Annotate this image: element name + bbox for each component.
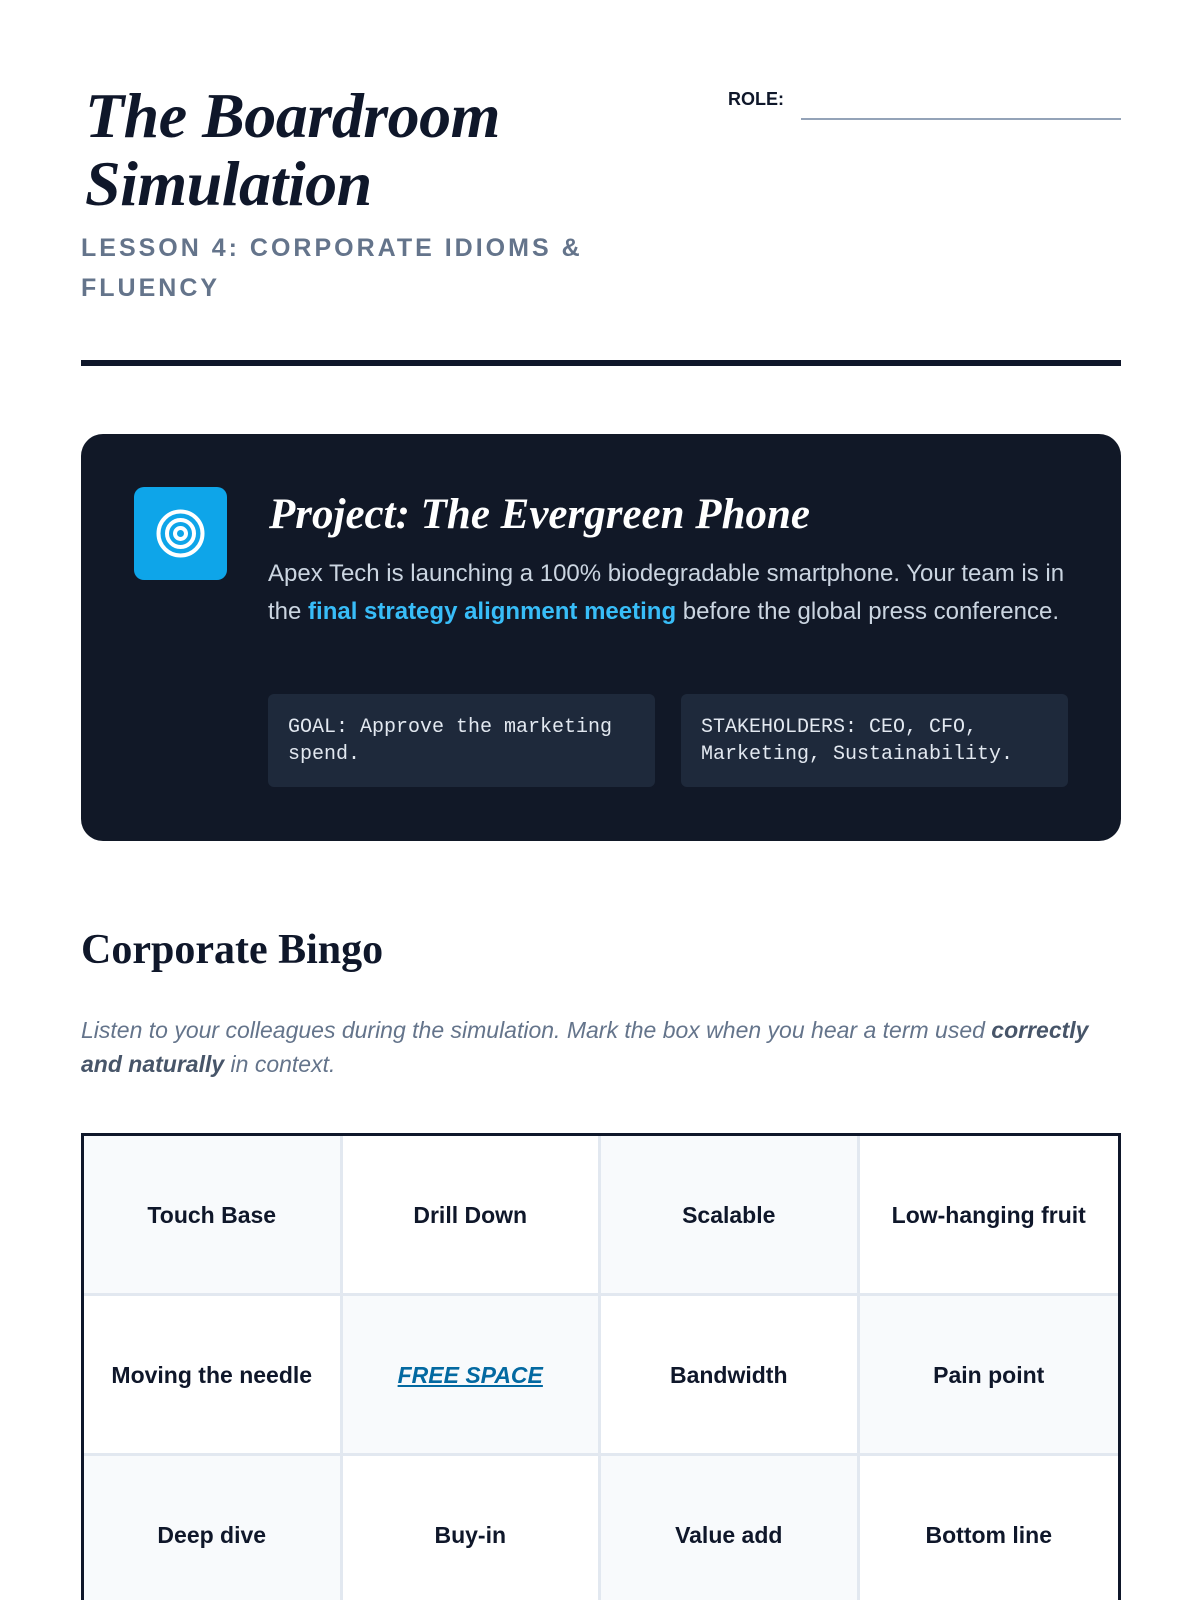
worksheet-page <box>81 0 1121 1548</box>
target-icon-graphic <box>155 508 206 559</box>
free-space-label: FREE SPACE <box>397 1361 543 1388</box>
project-desc-highlight: final strategy alignment meeting <box>308 598 677 625</box>
bingo-cell[interactable] <box>860 1296 1119 1456</box>
bingo-cell-label: Pain point <box>933 1361 1045 1388</box>
target-icon <box>134 487 227 580</box>
bingo-free-space-cell[interactable] <box>343 1296 602 1456</box>
bingo-instructions <box>81 1013 1121 1081</box>
role-field <box>728 88 1121 122</box>
bingo-cell-label: Drill Down <box>413 1201 528 1228</box>
bingo-instr-text: Listen to your colleagues during the simulation. Mark the box when you hear a term used <box>81 1017 992 1043</box>
bingo-cell[interactable] <box>860 1136 1119 1296</box>
bingo-title: Corporate Bingo <box>81 927 384 973</box>
bingo-cell[interactable] <box>601 1296 860 1456</box>
bingo-cell-label: Scalable <box>682 1201 776 1228</box>
bingo-cell[interactable] <box>84 1296 343 1456</box>
goal-box: GOAL: Approve the marketing spend. <box>268 694 655 787</box>
bingo-cell[interactable] <box>860 1456 1119 1600</box>
bingo-instr-text-end: in context. <box>224 1051 336 1077</box>
bingo-cell[interactable] <box>84 1136 343 1296</box>
role-input-line[interactable] <box>801 118 1121 120</box>
lesson-subtitle: LESSON 4: CORPORATE IDIOMS & FLUENCY <box>81 234 583 302</box>
bingo-cell-label: Bandwidth <box>669 1361 788 1388</box>
project-title: Project: The Evergreen Phone <box>269 491 810 538</box>
bingo-cell-label: Value add <box>675 1521 783 1548</box>
bingo-cell-label: Buy-in <box>434 1521 507 1548</box>
bingo-cell[interactable] <box>84 1456 343 1600</box>
bingo-cell[interactable] <box>601 1136 860 1296</box>
project-desc-text-end: before the global press conference. <box>676 598 1060 625</box>
page-title: The Boardroom Simulation <box>85 80 500 219</box>
bingo-grid <box>81 1133 1121 1600</box>
header-divider <box>81 360 1121 366</box>
bingo-cell[interactable] <box>601 1456 860 1600</box>
stakeholders-box: STAKEHOLDERS: CEO, CFO, Marketing, Sustainability. <box>681 694 1068 787</box>
bingo-cell-label: Bottom line <box>925 1521 1052 1548</box>
bingo-cell-label: Deep dive <box>157 1521 267 1548</box>
bingo-cell-label: Moving the needle <box>111 1361 313 1388</box>
bingo-instr-bold: correctly and naturally <box>81 1017 1089 1077</box>
role-label: ROLE: <box>728 89 784 109</box>
bingo-cell[interactable] <box>343 1136 602 1296</box>
bingo-cell-label: Low-hanging fruit <box>891 1201 1086 1228</box>
bingo-cell-label: Touch Base <box>147 1201 277 1228</box>
worksheet-header <box>81 0 1121 368</box>
project-desc-text: Apex Tech is launching a 100% biodegradable smartphone. Your team is in the <box>268 560 1065 625</box>
project-card <box>81 434 1121 841</box>
project-description <box>268 555 1068 631</box>
bingo-cell[interactable] <box>343 1456 602 1600</box>
